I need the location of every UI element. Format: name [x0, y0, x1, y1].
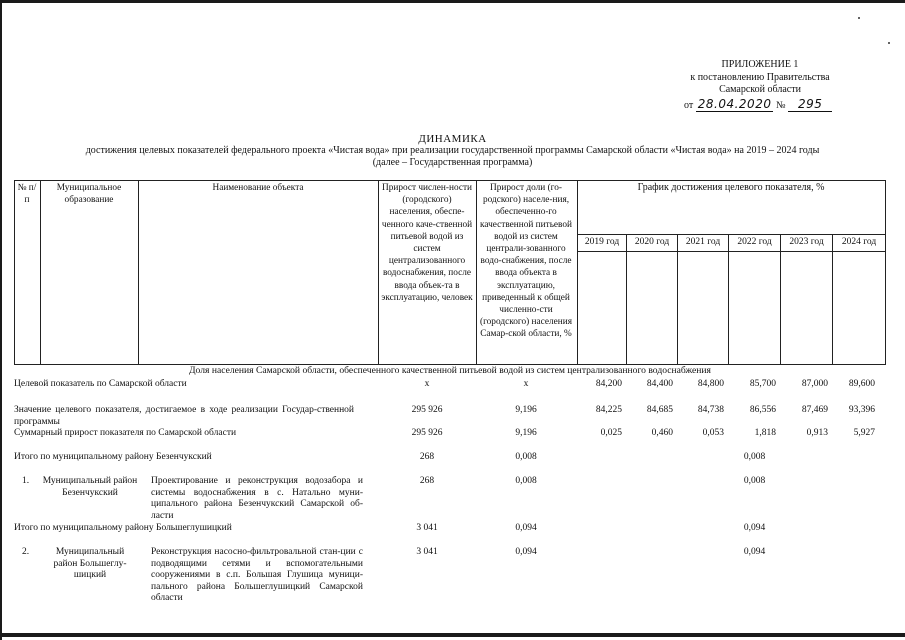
row-label-bezench-total: Итого по муниципальному району Безенчукский — [14, 452, 212, 462]
appendix-decree: к постановлению Правительства — [690, 71, 830, 83]
cell-2019: 84,225 — [595, 405, 622, 415]
section-title: Доля населения Самарской области, обеспеченного качественной питьевой водой из систем централизованного водоснабжения — [189, 365, 711, 376]
header-year-2024: 2024 год — [841, 237, 877, 247]
cell-2021: 84,800 — [697, 379, 724, 389]
grid-line — [14, 180, 886, 181]
cell-people: 3 041 — [416, 547, 438, 557]
appendix-signature-line — [640, 98, 880, 113]
cell-people: х — [424, 379, 430, 389]
header-year-2020: 2020 год — [634, 237, 670, 247]
item-num: 1. — [22, 476, 30, 486]
scan-left-border — [0, 0, 2, 640]
cell-2022: 86,556 — [749, 405, 776, 415]
cell-2022: 0,008 — [743, 452, 766, 462]
row-label-target: Целевой показатель по Самарской области — [14, 379, 187, 389]
row-label-total-growth: Суммарный прирост показателя по Самарской области — [14, 428, 237, 438]
cell-people: 268 — [419, 452, 435, 462]
cell-2022: 0,094 — [743, 547, 766, 557]
header-growth-share: Прирост доли (го-родского) населе-ния, обеспеченно-го качественной питьевой водой из систем централи-зованного водо-снабжения, после ввода объекта в эксплуатацию, приведенный к общей численно-сти (городского) населения Самар-ской области, % — [479, 183, 573, 340]
cell-2020: 0,460 — [651, 428, 673, 438]
item-municipality: Муниципальный район Большеглу-шицкий — [53, 547, 127, 580]
cell-2024: 89,600 — [848, 379, 875, 389]
cell-people: 295 926 — [411, 405, 443, 415]
header-growth-people: Прирост числен-ности (городского) населения, обеспе-ченного каче-ственной питьевой водой из систем централизованного водоснабжения, после ввода объек-та в эксплуатацию, человек — [381, 183, 473, 303]
header-municipality: Муниципальное образование — [56, 183, 122, 206]
item-object: Проектирование и реконструкция водозабора и системы водоснабжения в с. Натально муни-ципального района Безенчукский Самарской об-ласти — [151, 476, 363, 521]
appendix-block — [640, 59, 880, 112]
scan-bottom-border — [0, 633, 905, 637]
cell-2024: 5,927 — [853, 428, 875, 438]
header-num: № п/п — [17, 183, 37, 206]
grid-line — [14, 180, 15, 365]
handwritten-number: 295 — [788, 97, 832, 112]
document-subtitle-note: (далее – Государственная программа) — [372, 157, 533, 168]
row-label-bolsh-total: Итого по муниципальному району Большеглушицкий — [14, 523, 232, 533]
grid-line — [626, 234, 627, 365]
item-object: Реконструкция насосно-фильтровальной стан-ции с подводящими сетями и вспомогательными сооружениями в с.п. Большая Глушица муници-пального района Большеглушицкий Самарской области — [151, 547, 363, 603]
cell-2022: 0,008 — [743, 476, 766, 486]
cell-share: 0,094 — [515, 523, 537, 533]
number-prefix: № — [775, 99, 786, 111]
cell-2021: 84,738 — [697, 405, 724, 415]
cell-2023: 0,913 — [806, 428, 828, 438]
cell-share: 0,008 — [515, 452, 537, 462]
grid-line — [138, 180, 139, 365]
appendix-region: Самарской области — [719, 84, 801, 95]
cell-2023: 87,000 — [801, 379, 828, 389]
grid-line — [378, 180, 379, 365]
grid-line — [577, 234, 886, 235]
cell-2019: 0,025 — [600, 428, 622, 438]
cell-share: 9,196 — [515, 405, 537, 415]
cell-share: х — [523, 379, 529, 389]
header-year-2023: 2023 год — [789, 237, 824, 247]
grid-line — [780, 234, 781, 365]
grid-line — [577, 180, 578, 365]
document-subtitle: достижения целевых показателей федерального проекта «Чистая вода» при реализации государственной программы Самарской области «Чистая вода» на 2019 – 2024 годы — [85, 145, 820, 156]
cell-2019: 84,200 — [595, 379, 622, 389]
document-title: ДИНАМИКА — [418, 133, 487, 145]
scan-speck — [888, 42, 890, 44]
cell-2023: 87,469 — [801, 405, 828, 415]
cell-people: 295 926 — [411, 428, 443, 438]
appendix-title: ПРИЛОЖЕНИЕ 1 — [721, 59, 799, 70]
cell-2022: 85,700 — [749, 379, 776, 389]
item-num: 2. — [22, 547, 30, 557]
scan-top-border — [0, 0, 905, 3]
cell-share: 0,094 — [515, 547, 537, 557]
cell-2024: 93,396 — [848, 405, 875, 415]
handwritten-date: 28.04.2020 — [697, 96, 772, 111]
cell-2022: 0,094 — [743, 523, 766, 533]
header-schedule: График достижения целевого показателя, % — [637, 182, 825, 193]
grid-line — [677, 234, 678, 365]
cell-share: 0,008 — [515, 476, 537, 486]
cell-2022: 1,818 — [754, 428, 776, 438]
grid-line — [885, 180, 886, 365]
grid-line — [728, 234, 729, 365]
grid-line — [476, 180, 477, 365]
header-object: Наименование объекта — [212, 183, 304, 193]
cell-people: 3 041 — [416, 523, 438, 533]
date-prefix: от — [684, 99, 694, 111]
scan-speck — [858, 17, 860, 19]
cell-2020: 84,400 — [646, 379, 673, 389]
grid-line — [832, 234, 833, 365]
row-label-achieved: Значение целевого показателя, достигаемое в ходе реализации Государ-ственной программы — [14, 405, 354, 427]
header-year-2019: 2019 год — [584, 237, 620, 247]
cell-share: 9,196 — [515, 428, 537, 438]
grid-line — [40, 180, 41, 365]
header-year-2021: 2021 год — [685, 237, 721, 247]
grid-line — [577, 251, 886, 252]
cell-2021: 0,053 — [702, 428, 724, 438]
header-year-2022: 2022 год — [737, 237, 772, 247]
cell-2020: 84,685 — [646, 405, 673, 415]
item-municipality: Муниципальный район Безенчукский — [42, 476, 138, 498]
cell-people: 268 — [419, 476, 435, 486]
